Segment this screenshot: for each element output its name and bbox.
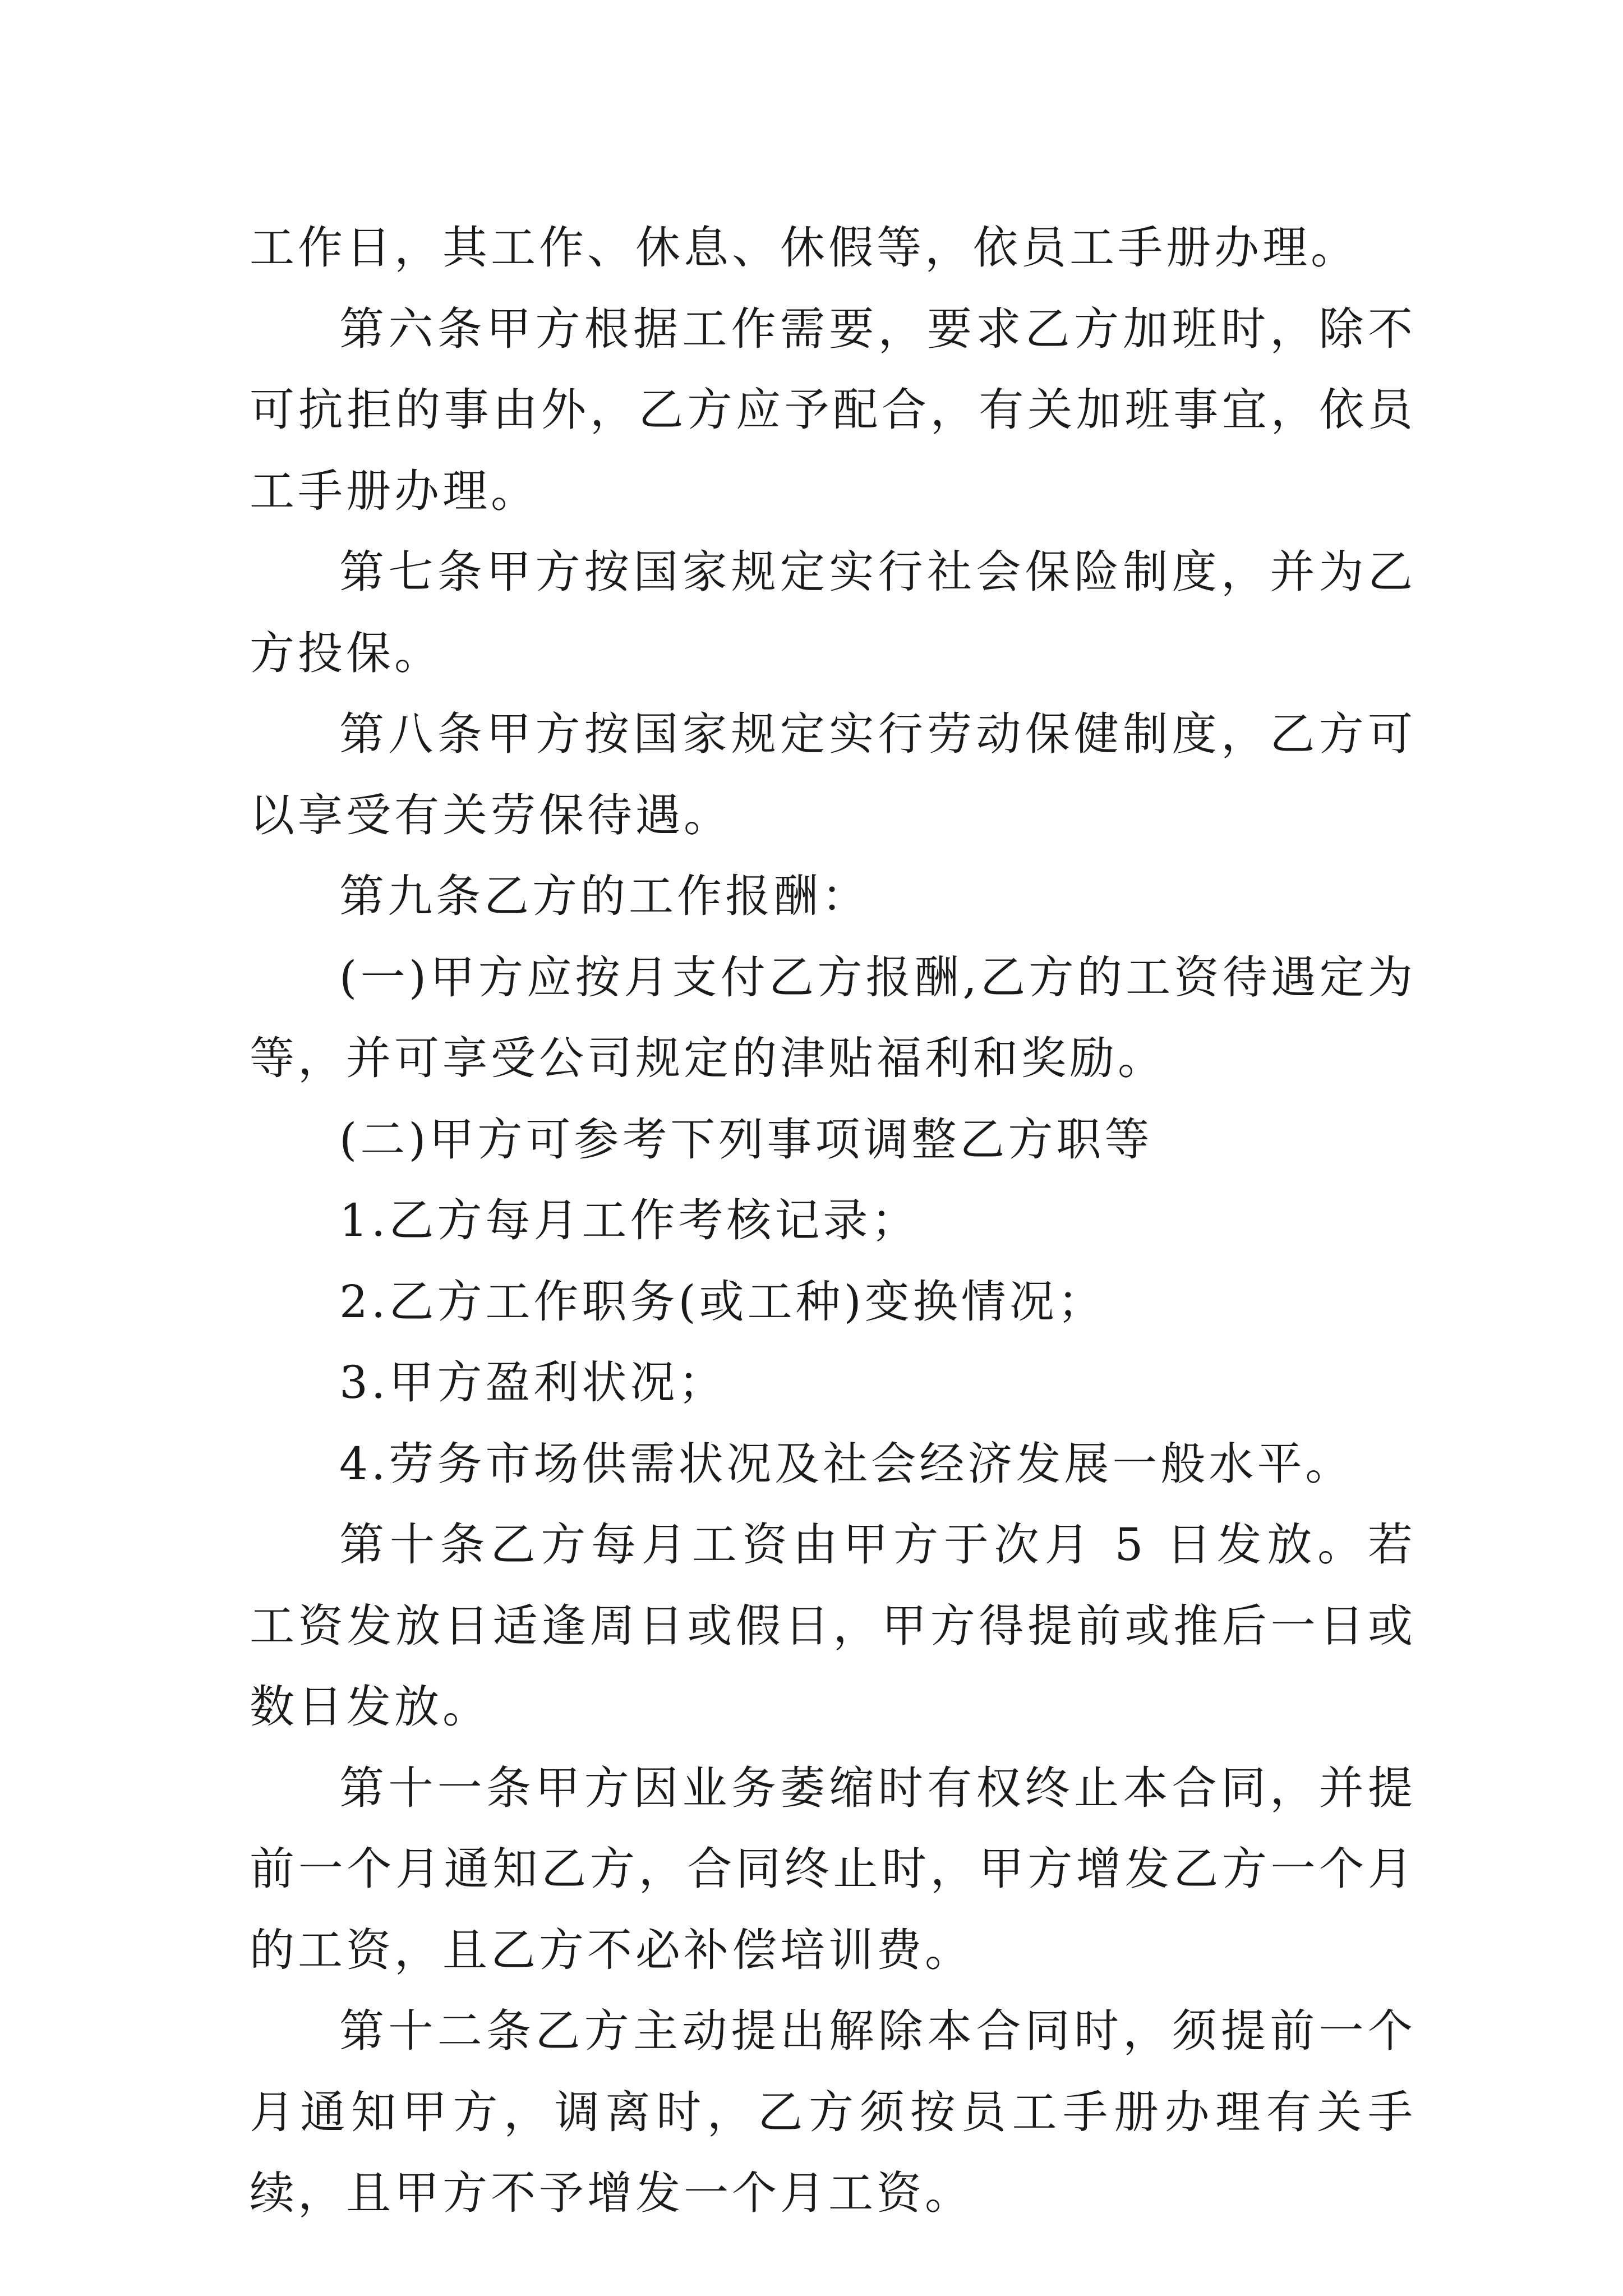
paragraph-article-12: 第十二条乙方主动提出解除本合同时，须提前一个月通知甲方，调离时，乙方须按员工手册办理有关手续，且甲方不予增发一个月工资。 <box>250 2005 1416 2219</box>
list-item-1: 1.乙方每月工作考核记录； <box>339 1194 920 1246</box>
paragraph-article-11: 第十一条甲方因业务萎缩时有权终止本合同，并提前一个月通知乙方，合同终止时，甲方增发乙方一个月的工资，且乙方不必补偿培训费。 <box>250 1761 1416 1976</box>
list-item-3: 3.甲方盈利状况； <box>339 1356 727 1409</box>
paragraph-article-10: 第十条乙方每月工资由甲方于次月 5 日发放。若工资发放日适逢周日或假日，甲方得提前或推后一日或数日发放。 <box>250 1519 1416 1733</box>
paragraph-article-8: 第八条甲方按国家规定实行劳动保健制度，乙方可以享受有关劳保待遇。 <box>250 708 1416 841</box>
paragraph-article-9: 第九条乙方的工作报酬： <box>339 870 870 922</box>
paragraph-article-9-item-1: (一)甲方应按月支付乙方报酬,乙方的工资待遇定为等，并可享受公司规定的津贴福利和奖励。 <box>250 951 1416 1084</box>
paragraph-article-7: 第七条甲方按国家规定实行社会保险制度，并为乙方投保。 <box>250 546 1416 679</box>
list-item-2: 2.乙方工作职务(或工种)变换情况； <box>339 1275 1106 1328</box>
paragraph-work-rest: 工作日，其工作、休息、休假等，依员工手册办理。 <box>250 222 1359 274</box>
paragraph-article-9-item-2: (二)甲方可参考下列事项调整乙方职等 <box>339 1113 1153 1166</box>
document-body <box>250 208 1416 2234</box>
paragraph-article-6: 第六条甲方根据工作需要，要求乙方加班时，除不可抗拒的事由外，乙方应予配合，有关加班事宜，依员工手册办理。 <box>250 302 1416 517</box>
list-item-4: 4.劳务市场供需状况及社会经济发展一般水平。 <box>339 1437 1354 1490</box>
